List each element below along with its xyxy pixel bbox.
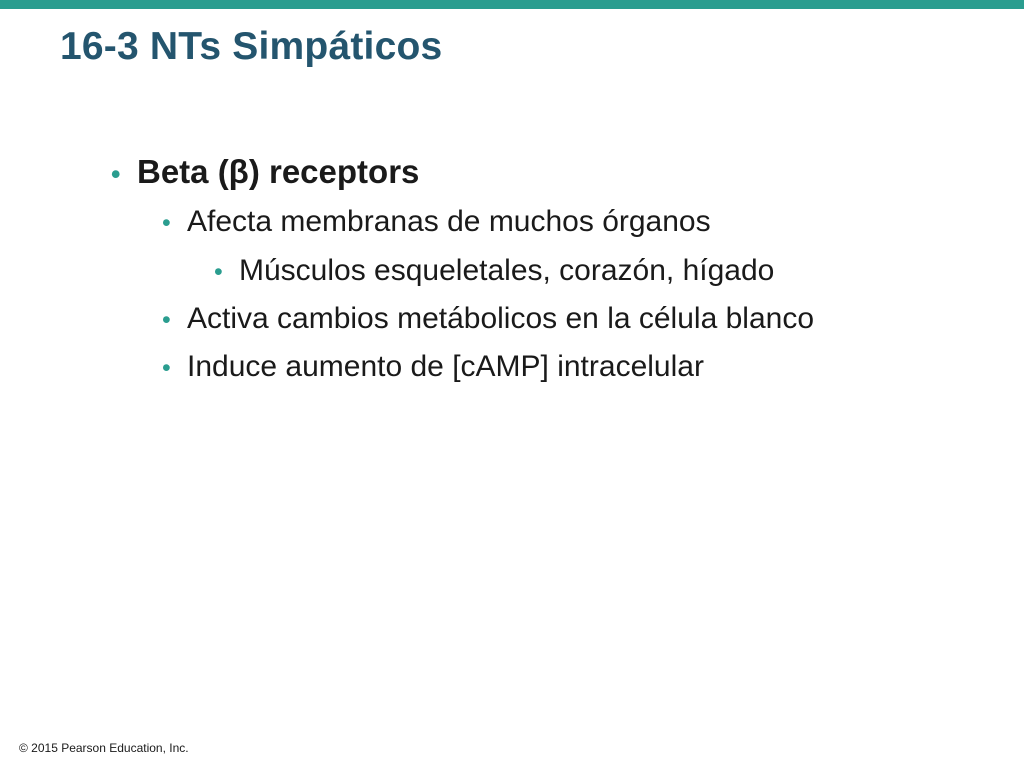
bullet-item <box>162 205 711 239</box>
bullet-text: Beta (β) receptors <box>137 153 420 190</box>
bullet-marker: • <box>162 209 171 237</box>
bullet-item <box>162 302 814 336</box>
bullet-marker: • <box>111 159 121 189</box>
bullet-text: Induce aumento de [cAMP] intracelular <box>187 350 704 383</box>
bullet-text: Afecta membranas de muchos órganos <box>187 205 711 238</box>
bullet-marker: • <box>214 258 223 286</box>
bullet-text: Músculos esqueletales, corazón, hígado <box>239 254 775 287</box>
bullet-item <box>162 350 704 384</box>
copyright-footer: © 2015 Pearson Education, Inc. <box>19 741 189 755</box>
bullet-item <box>111 153 419 191</box>
bullet-item <box>214 254 774 288</box>
bullet-text: Activa cambios metábolicos en la célula blanco <box>187 302 814 335</box>
slide-title: 16-3 NTs Simpáticos <box>60 25 443 68</box>
bullet-marker: • <box>162 354 171 382</box>
bullet-marker: • <box>162 306 171 334</box>
